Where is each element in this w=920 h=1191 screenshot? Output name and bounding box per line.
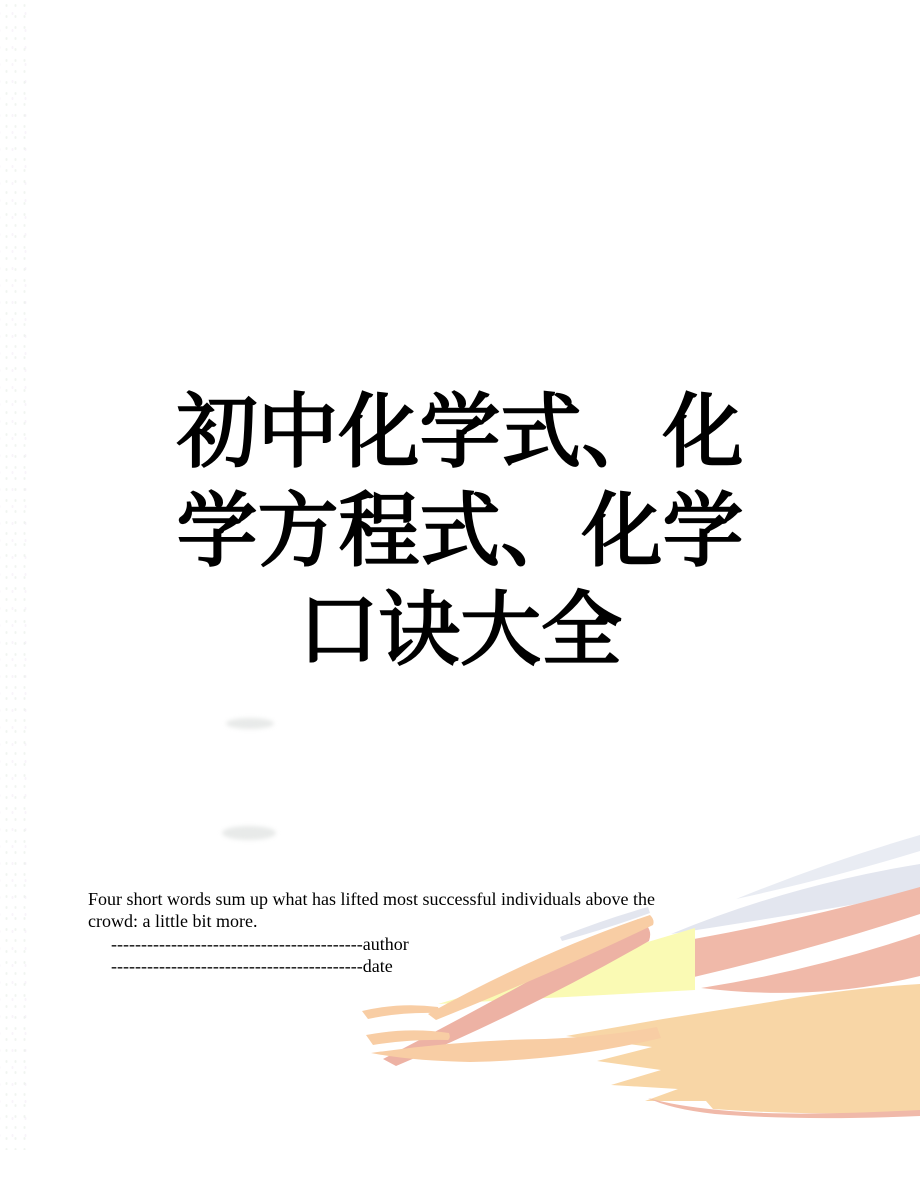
swoosh-peach-stroke-small-1 xyxy=(362,1005,439,1019)
swoosh-peach-blob xyxy=(566,984,920,1113)
document-title xyxy=(0,384,920,681)
quote-line-2: crowd: a little bit more. xyxy=(88,911,258,932)
artifact-smudge-2 xyxy=(222,826,276,840)
quote-line-1: Four short words sum up what has lifted most successful individuals above the xyxy=(88,889,655,909)
title-line-1: 初中化学式、化 xyxy=(176,388,744,478)
title-line-3: 口诀大全 xyxy=(297,586,622,676)
swoosh-decoration xyxy=(360,818,920,1120)
artifact-smudge-1 xyxy=(226,718,274,729)
title-line-2: 学方程式、化学 xyxy=(176,487,744,577)
date-line: ------------------------------------------date xyxy=(111,956,393,977)
author-line: ------------------------------------------author xyxy=(111,933,409,954)
